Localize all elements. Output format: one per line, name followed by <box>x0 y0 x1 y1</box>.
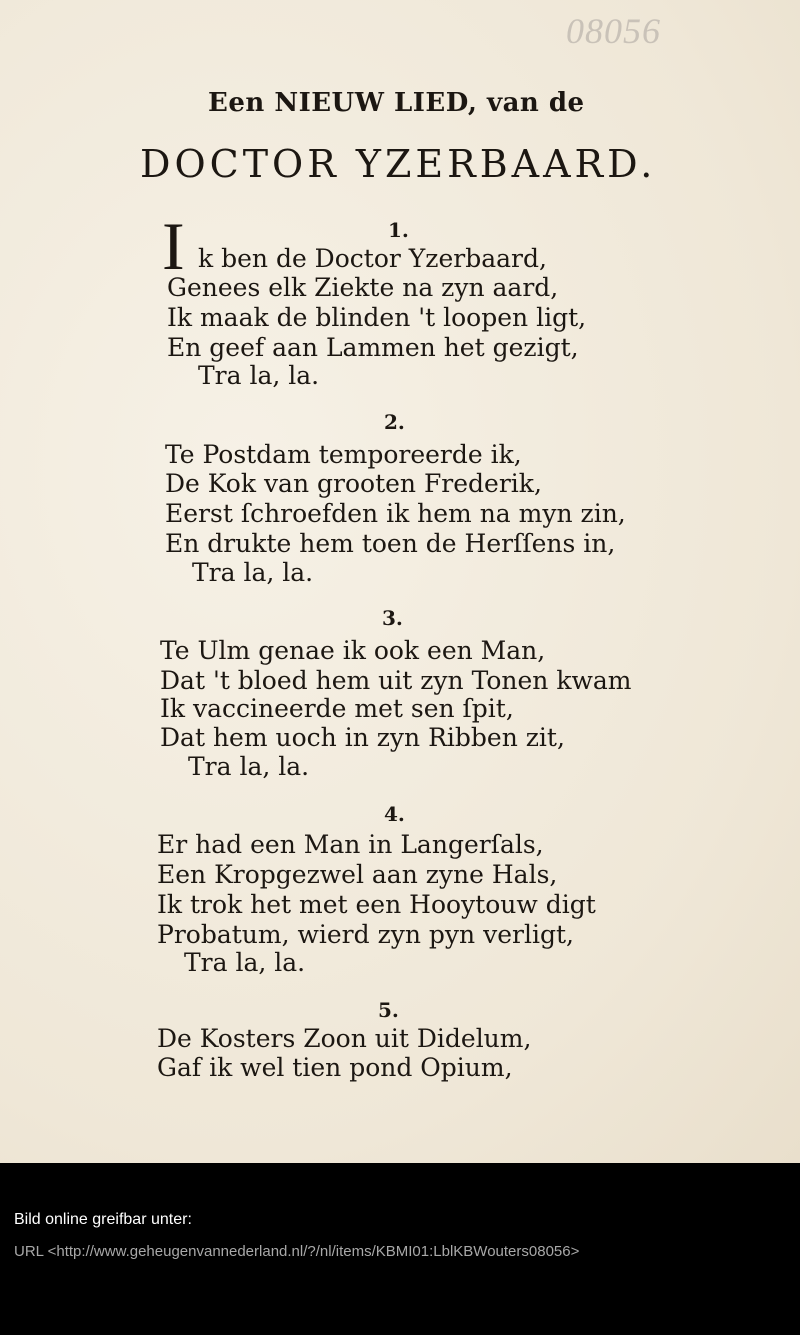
footer-label: Bild online greifbar unter: <box>14 1211 192 1228</box>
verse-line: Ik maak de blinden 't loopen ligt, <box>167 303 587 332</box>
verse-line: Gaf ik wel tien pond Opium, <box>157 1053 513 1082</box>
stanza-number: 5. <box>378 998 399 1022</box>
verse-line: Een Kropgezwel aan zyne Hals, <box>157 860 558 889</box>
verse-line: Probatum, wierd zyn pyn verligt, <box>157 920 574 949</box>
verse-line: Eerst ſchroefden ik hem na myn zin, <box>165 499 626 528</box>
verse-line: Te Ulm genae ik ook een Man, <box>160 636 546 665</box>
source-footer <box>0 1163 800 1335</box>
verse-line: En drukte hem toen de Herſſens in, <box>165 529 616 558</box>
verse-line: Tra la, la. <box>188 752 310 781</box>
verse-line: De Kok van grooten Frederik, <box>165 469 542 498</box>
verse-line: Genees elk Ziekte na zyn aard, <box>167 273 559 302</box>
verse-line: Tra la, la. <box>192 558 314 587</box>
stanza-number: 3. <box>382 606 403 630</box>
stanza-number: 2. <box>384 410 405 434</box>
inventory-number: 08056 <box>566 11 661 51</box>
verse-line: Dat 't bloed hem uit zyn Tonen kwam <box>160 666 632 695</box>
verse-line: Tra la, la. <box>198 361 320 390</box>
verse-line: Dat hem uoch in zyn Ribben zit, <box>160 723 565 752</box>
drop-cap: I <box>162 208 185 284</box>
title-line-2: DOCTOR YZERBAARD. <box>140 142 657 186</box>
footer-url: URL <http://www.geheugenvannederland.nl/?/nl/items/KBMI01:LblKBWouters08056> <box>14 1243 580 1260</box>
verse-line: Er had een Man in Langerſals, <box>157 830 544 859</box>
verse-line: Ik trok het met een Hooytouw digt <box>157 890 596 919</box>
verse-line: En geef aan Lammen het gezigt, <box>167 333 579 362</box>
stanza-number: 1. <box>388 218 409 242</box>
verse-line: Tra la, la. <box>184 948 306 977</box>
verse-line: k ben de Doctor Yzerbaard, <box>198 244 547 273</box>
stanza-number: 4. <box>384 802 405 826</box>
verse-line: De Kosters Zoon uit Didelum, <box>157 1024 532 1053</box>
verse-line: Ik vaccineerde met sen ſpit, <box>160 694 514 723</box>
verse-line: Te Postdam temporeerde ik, <box>165 440 522 469</box>
title-line-1: Een NIEUW LIED, van de <box>208 88 585 118</box>
